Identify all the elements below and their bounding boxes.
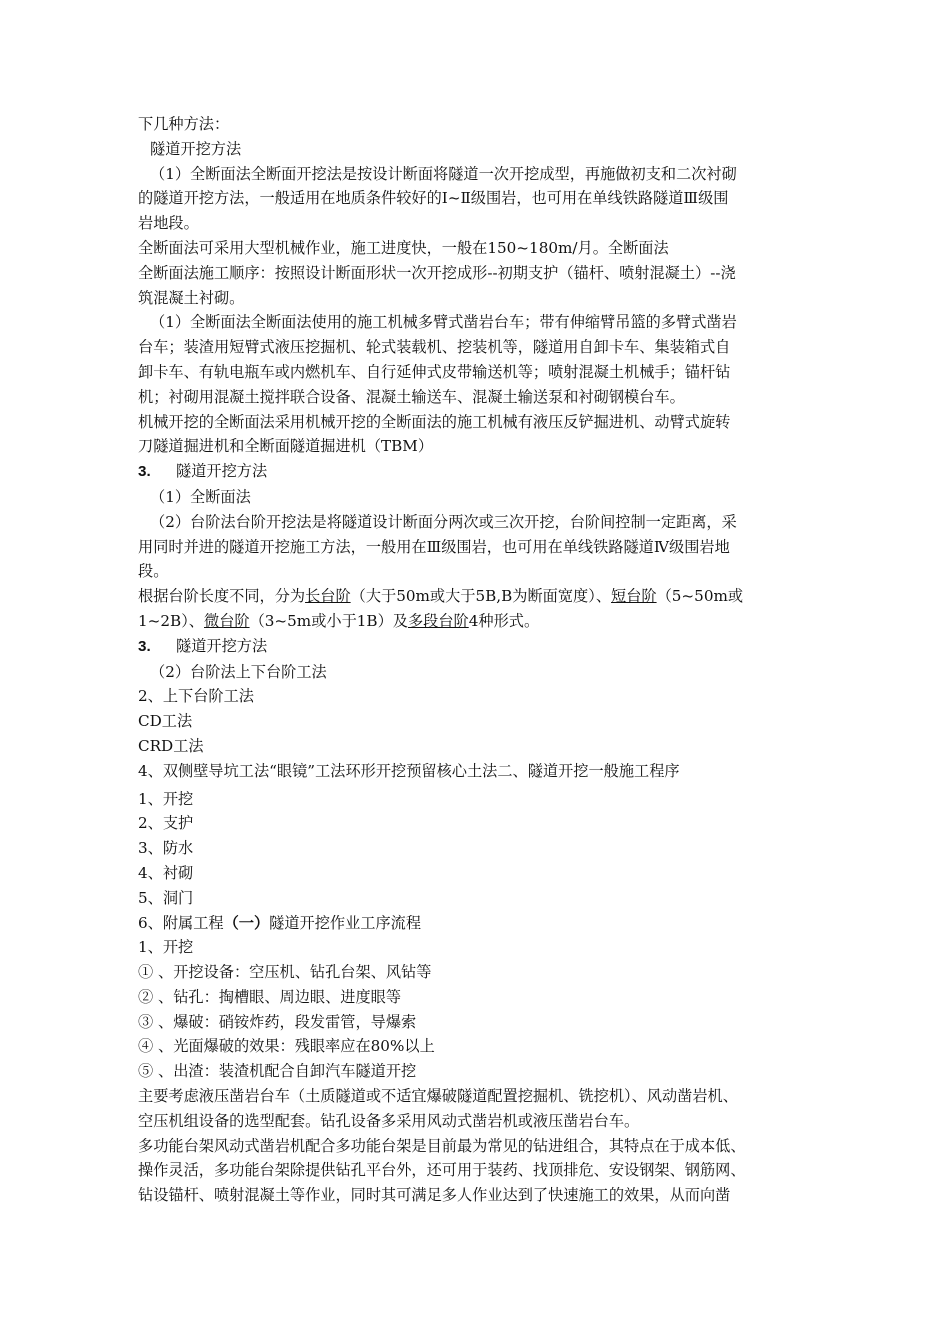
list-item bbox=[138, 911, 818, 936]
text-span: 根据台阶长度不同，分为 bbox=[138, 587, 306, 606]
list-item: ③ 、爆破：硝铵炸药，段发雷管，导爆索 bbox=[138, 1012, 417, 1031]
paragraph-line: 的隧道开挖方法，一般适用在地质条件较好的Ⅰ~Ⅱ级围岩，也可用在单线铁路隧道Ⅲ级围 bbox=[138, 189, 729, 208]
paragraph-line: 全断面法可采用大型机械作业，施工进度快，一般在150~180m/月。全断面法 bbox=[138, 238, 669, 257]
list-item: ④ 、光面爆破的效果：残眼率应在80%以上 bbox=[138, 1037, 435, 1056]
section-heading: 隧道开挖方法 bbox=[150, 139, 242, 158]
paragraph-line: 卸卡车、有轨电瓶车或内燃机车、自行延伸式皮带输送机等；喷射混凝土机械手；锚杆钻 bbox=[138, 362, 731, 381]
text-line: 下几种方法： bbox=[138, 115, 230, 133]
list-item: ① 、开挖设备：空压机、钻孔台架、风钻等 bbox=[138, 963, 432, 982]
paragraph-line: 机；衬砌用混凝土搅拌联合设备、混凝土输送车、混凝土输送泵和衬砌钢模台车。 bbox=[138, 387, 685, 406]
section-title: 隧道开挖方法 bbox=[176, 636, 268, 655]
list-item: 2、支护 bbox=[138, 814, 194, 833]
paragraph-line: 钻设锚杆、喷射混凝土等作业，同时其可满足多人作业达到了快速施工的效果，从而向凿 bbox=[138, 1186, 731, 1205]
paragraph-line: 段。 bbox=[138, 562, 169, 581]
text-span: （5~50m或 bbox=[656, 587, 744, 606]
text-span: （3~5m或小于1B）及 bbox=[249, 611, 408, 630]
section-title: 隧道开挖方法 bbox=[176, 462, 268, 481]
paragraph-line: 筑混凝土衬砌。 bbox=[138, 288, 245, 307]
paragraph-line: 空压机组设备的选型配套。钻孔设备多采用风动式凿岩机或液压凿岩台车。 bbox=[138, 1111, 640, 1130]
list-item: 1、开挖 bbox=[138, 938, 194, 957]
text-span: 6、附属工程 bbox=[138, 913, 224, 932]
paragraph-line bbox=[138, 609, 818, 634]
paragraph-line: 主要考虑液压凿岩台车（土质隧道或不适宜爆破隧道配置挖掘机、铣挖机）、风动凿岩机、 bbox=[138, 1087, 738, 1106]
text-span: 1~2B）、 bbox=[138, 611, 204, 630]
list-item: 3、防水 bbox=[138, 839, 194, 858]
list-item: 5、洞门 bbox=[138, 888, 194, 907]
bold-text: （一） bbox=[223, 913, 270, 932]
paragraph-line: 操作灵活，多功能台架除提供钻孔平台外，还可用于装药、找顶排危、安设钢架、钢筋网、 bbox=[138, 1161, 746, 1180]
underlined-term: 长台阶 bbox=[305, 587, 351, 606]
paragraph-line: 台车；装渣用短臂式液压挖掘机、轮式装载机、挖装机等，隧道用自卸卡车、集装箱式自 bbox=[138, 338, 731, 357]
paragraph-line: （1）全断面法全断面开挖法是按设计断面将隧道一次开挖成型，再施做初支和二次衬砌 bbox=[150, 164, 737, 183]
paragraph-line: （2）台阶法上下台阶工法 bbox=[150, 662, 327, 681]
text-span: （大于50m或大于5B,B为断面宽度）、 bbox=[350, 587, 612, 606]
paragraph-line: 机械开挖的全断面法采用机械开挖的全断面法的施工机械有液压反铲掘进机、动臂式旋转 bbox=[138, 412, 731, 431]
paragraph-line: 刀隧道掘进机和全断面隧道掘进机（TBM） bbox=[138, 437, 434, 456]
list-item: 1、开挖 bbox=[138, 789, 194, 808]
underlined-term: 微台阶 bbox=[204, 611, 250, 630]
paragraph-line bbox=[138, 584, 818, 609]
paragraph-line: 用同时并进的隧道开挖施工方法，一般用在Ⅲ级围岩，也可用在单线铁路隧道Ⅳ级围岩地 bbox=[138, 537, 730, 556]
underlined-term: 短台阶 bbox=[611, 587, 657, 606]
list-item: ② 、钻孔：掏槽眼、周边眼、进度眼等 bbox=[138, 987, 402, 1006]
text-span: 4种形式。 bbox=[468, 611, 540, 630]
section-heading bbox=[138, 459, 818, 485]
list-item: CRD工法 bbox=[138, 736, 204, 755]
list-item: 4、双侧壁导坑工法“眼镜”工法环形开挖预留核心土法二、隧道开挖一般施工程序 bbox=[138, 761, 680, 780]
paragraph-line: 多功能台架风动式凿岩机配合多功能台架是目前最为常见的钻进组合，其特点在于成本低、 bbox=[138, 1136, 746, 1155]
paragraph-line: 全断面法施工顺序：按照设计断面形状一次开挖成形--初期支护（锚杆、喷射混凝土）--浇 bbox=[138, 263, 736, 282]
paragraph-line: （2）台阶法台阶开挖法是将隧道设计断面分两次或三次开挖，台阶间控制一定距离，采 bbox=[150, 512, 737, 531]
list-item: 4、衬砌 bbox=[138, 863, 194, 882]
paragraph-line: 岩地段。 bbox=[138, 214, 199, 233]
section-number: 3. bbox=[138, 637, 151, 655]
section-number: 3. bbox=[138, 463, 151, 481]
list-item: CD工法 bbox=[138, 712, 193, 731]
paragraph-line: （1）全断面法全断面法使用的施工机械多臂式凿岩台车；带有伸缩臂吊篮的多臂式凿岩 bbox=[150, 313, 737, 332]
section-heading bbox=[138, 634, 818, 660]
list-item: ⑤ 、出渣：装渣机配合自卸汽车隧道开挖 bbox=[138, 1062, 417, 1081]
list-item: 2、上下台阶工法 bbox=[138, 687, 254, 706]
paragraph-line: （1）全断面法 bbox=[150, 487, 251, 506]
underlined-term: 多段台阶 bbox=[407, 611, 469, 630]
text-span: 隧道开挖作业工序流程 bbox=[269, 913, 422, 932]
